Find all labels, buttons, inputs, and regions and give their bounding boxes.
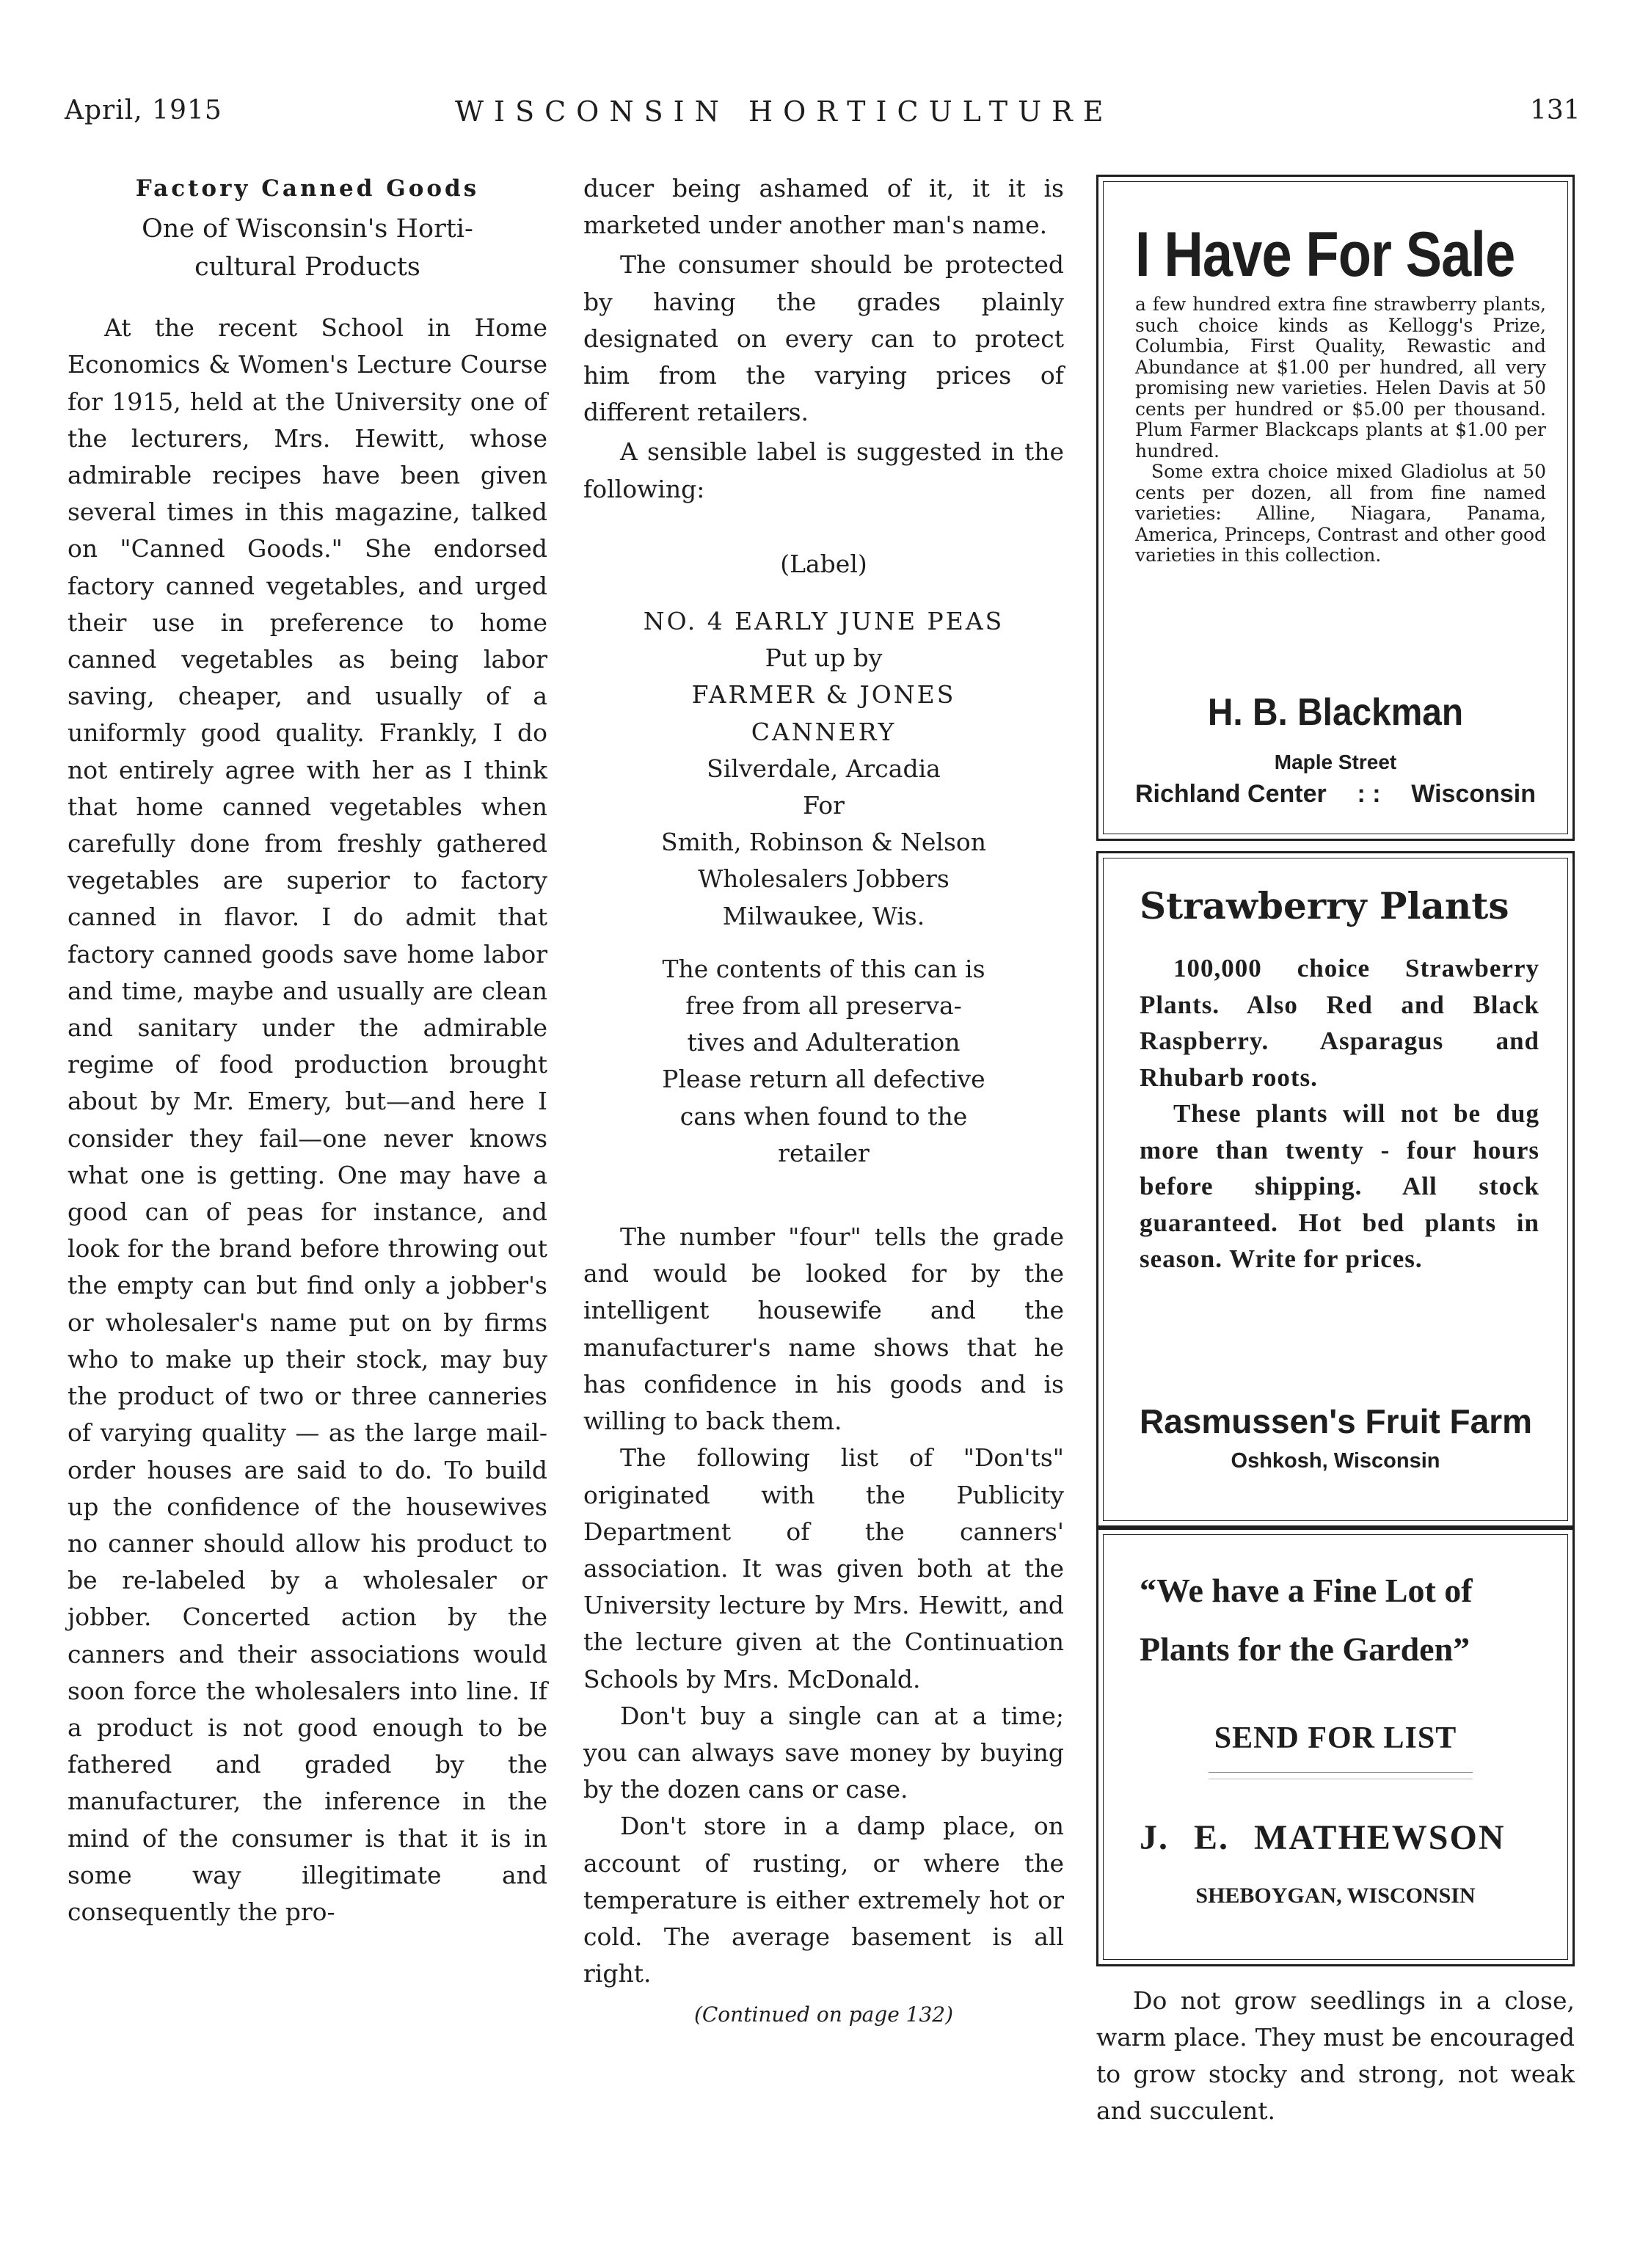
label-notice-line: The contents of this can is <box>662 954 985 983</box>
article-paragraph: Don't store in a damp place, on account of rusting, or where the temperature is either extremely hot or cold. The average basement is all right. <box>583 1812 1064 1988</box>
ad-mathewson-quote: “We have a Fine Lot of <box>1140 1572 1473 1609</box>
label-notice-line: Please return all defective <box>662 1065 985 1094</box>
label-notice <box>583 951 1064 1172</box>
ad-rasmussen-title: Strawberry Plants <box>1140 884 1509 927</box>
ad-blackman-paragraph: a few hundred extra fine strawberry plants, such choice kinds as Kellogg's Prize, Columbia, First Quality, Rewastic and Abundance at $1.00 per hundred, all very promising new varieties. Helen Davis at 50 cents per hundred or $5.00 per thousand. Plum Farmer Blackcaps plants at $1.00 per hundred. <box>1135 293 1546 462</box>
article-paragraph: A sensible label is suggested in the following: <box>583 437 1064 503</box>
ad-mathewson <box>1096 1528 1575 1966</box>
ad-blackman-state: Wisconsin <box>1411 780 1536 808</box>
ad-blackman-title: I Have For Sale <box>1135 219 1515 290</box>
ad-rasmussen-paragraph: 100,000 choice Strawberry Plants. Also Red and Black Raspberry. Asparagus and Rhubarb roots. <box>1140 954 1539 1092</box>
ad-blackman-address <box>1135 780 1536 809</box>
label-product: NO. 4 EARLY JUNE PEAS <box>643 607 1005 636</box>
ad-rasmussen-paragraph: These plants will not be dug more than twenty - four hours before shipping. All stock guaranteed. Hot bed plants in season. Write for prices. <box>1140 1099 1539 1273</box>
ad-mathewson-send: SEND FOR LIST <box>1214 1721 1457 1755</box>
label-notice-line: cans when found to the <box>679 1101 968 1131</box>
article-paragraph: ducer being ashamed of it, it it is marketed under another man's name. <box>583 174 1064 240</box>
article-paragraph: The following list of "Don'ts" originated with the Publicity Department of the canners' association. It was given both at the University lecture by Mrs. Hewitt, and the lecture given at the Continuation Schools by Mrs. McDonald. <box>583 1443 1064 1693</box>
ad-blackman-name: H. B. Blackman <box>1207 691 1464 734</box>
ad-blackman <box>1096 175 1575 841</box>
ad-rasmussen-farm: Rasmussen's Fruit Farm <box>1140 1402 1532 1440</box>
article-subtitle <box>68 210 547 286</box>
ad-blackman-street: Maple Street <box>1274 751 1397 773</box>
article-subtitle-line-1: One of Wisconsin's Horti- <box>142 214 473 244</box>
ad-mathewson-quote: Plants for the Garden” <box>1140 1630 1470 1668</box>
label-city: Milwaukee, Wis. <box>722 901 925 930</box>
ad-rasmussen-body <box>1140 950 1539 1277</box>
article-paragraph: The number "four" tells the grade and would be looked for by the intelligent housewife and the manufacturer's name shows that he has confidence in his goods and is willing to back them. <box>583 1222 1064 1436</box>
ad-mathewson-location: SHEBOYGAN, WISCONSIN <box>1195 1884 1476 1908</box>
label-notice-line: free from all preserva- <box>685 991 962 1021</box>
article-paragraph: Don't buy a single can at a time; you can always save money by buying by the dozen cans or case. <box>583 1701 1064 1804</box>
sample-label <box>583 546 1064 1172</box>
ad-blackman-body <box>1135 294 1546 566</box>
article-column-2 <box>583 170 1064 2034</box>
article-title: Factory Canned Goods <box>135 175 480 202</box>
seedling-tip: Do not grow seedlings in a close, warm place. They must be encouraged to grow stocky and strong, not weak and succulent. <box>1096 1986 1575 2125</box>
ad-blackman-separator: : : <box>1357 780 1381 808</box>
label-heading: (Label) <box>780 549 867 578</box>
article-subtitle-line-2: cultural Products <box>194 252 420 282</box>
article-paragraph: The consumer should be protected by having the grades plainly designated on every can to protect him from the varying prices of different retailers. <box>583 250 1064 427</box>
issue-date: April, 1915 <box>65 95 222 125</box>
label-notice-line: tives and Adulteration <box>687 1028 961 1057</box>
ad-rasmussen-location: Oshkosh, Wisconsin <box>1231 1449 1440 1473</box>
label-firm: Smith, Robinson & Nelson <box>660 828 987 857</box>
continued-note: (Continued on page 132) <box>693 2002 954 2027</box>
label-firm-type: Wholesalers Jobbers <box>698 864 950 894</box>
ad-blackman-paragraph: Some extra choice mixed Gladiolus at 50 cents per dozen, all from fine named varieties: Alline, Niagara, Panama, America, Princeps, Contrast and other good varieties in this collection. <box>1135 461 1546 566</box>
ad-mathewson-name: J. E. MATHEWSON <box>1140 1818 1506 1857</box>
label-cannery: FARMER & JONES <box>691 680 956 710</box>
page-number: 131 <box>1530 95 1581 125</box>
magazine-title: WISCONSIN HORTICULTURE <box>455 95 1114 128</box>
label-place: Silverdale, Arcadia <box>707 754 941 783</box>
ad-blackman-city: Richland Center <box>1135 780 1327 808</box>
label-put-up-by: Put up by <box>765 643 883 673</box>
label-cannery: CANNERY <box>751 717 897 746</box>
article-column-1 <box>68 170 547 1930</box>
decorative-rule <box>1209 1772 1473 1779</box>
label-notice-line: retailer <box>778 1138 870 1167</box>
ad-rasmussen <box>1096 851 1575 1528</box>
article-paragraph: At the recent School in Home Economics & Women's Lecture Course for 1915, held at the University one of the lecturers, Mrs. Hewitt, whose admirable recipes have been given several times in this magazine, talked on "Canned Goods." She endorsed factory canned vegetables, and urged their use in preference to home canned vegetables as being labor saving, cheaper, and usually of a uniformly good quality. Frankly, I do not entirely agree with her as I think that home canned vegetables when carefully done from freshly gathered vegetables are superior to factory canned in flavor. I do admit that factory canned goods save home labor and time, maybe and usually are clean and sanitary under the admirable regime of food production brought about by Mr. Emery, but—and here I consider they fail—one never knows what one is getting. One may have a good can of peas for instance, and look for the brand before throwing out the empty can but find only a jobber's or wholesaler's name put on by firms who to make up their stock, may buy the product of two or three canneries of varying quality — as the large mail-order houses are said to do. To build up the confidence of the housewives no canner should allow his product to be re-labeled by a wholesaler or jobber. Concerted action by the canners and their associations would soon force the wholesalers into line. If a product is not good enough to be fathered and graded by the manufacturer, the inference in the mind of the consumer is that it is in some way illegitimate and consequently the pro- <box>68 313 547 1926</box>
label-for: For <box>803 791 845 820</box>
